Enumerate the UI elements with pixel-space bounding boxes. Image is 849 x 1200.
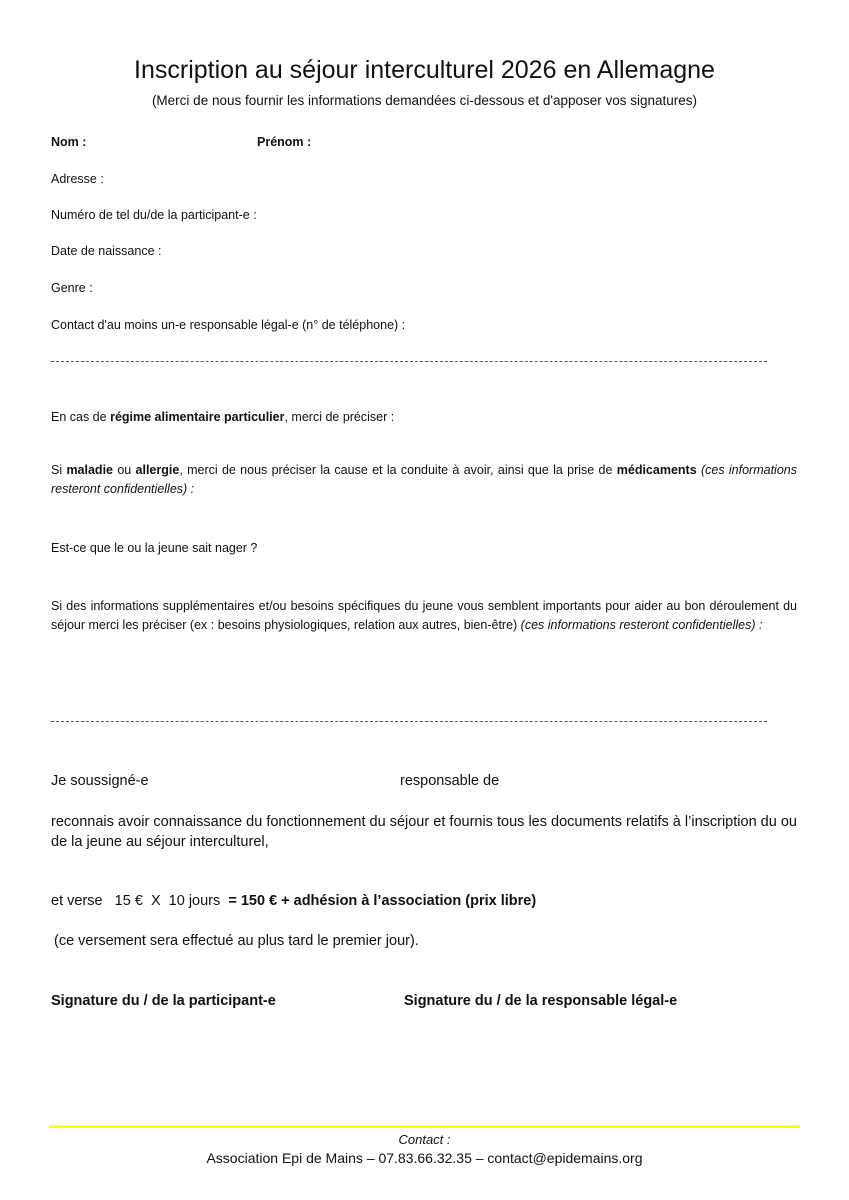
field-contact-legal: Contact d'au moins un-e responsable légal-e (n° de téléphone) : [51,318,406,332]
field-prenom: Prénom : [257,135,312,149]
divider [51,361,767,362]
footer-contact-label: Contact : [398,1132,451,1147]
page-title: Inscription au séjour interculturel 2026 en Allemagne [134,56,715,84]
responsable-label: responsable de [400,773,500,789]
reconnais-text: reconnais avoir connaissance du fonctionnement du séjour et fournis tous les documents relatifs à l’inscription du ou de la jeune au séjour interculturel, [51,814,797,850]
footer-contact-line: Association Epi de Mains – 07.83.66.32.35 – contact@epidemains.org [206,1150,643,1166]
versement-note: (ce versement sera effectué au plus tard le premier jour). [54,933,419,949]
field-nom: Nom : [51,135,87,149]
field-date-naissance: Date de naissance : [51,244,162,258]
signature-responsable: Signature du / de la responsable légal-e [404,993,678,1009]
field-genre: Genre : [51,281,93,295]
soussigne-label: Je soussigné-e [51,773,149,789]
regime-question: En cas de régime alimentaire particulier, merci de préciser : [51,410,395,424]
versement-line: et verse 15 € X 10 jours = 150 € + adhésion à l’association (prix libre) [51,893,537,909]
footer-accent-line [50,1125,800,1128]
field-adresse: Adresse : [51,172,104,186]
field-telephone: Numéro de tel du/de la participant-e : [51,208,257,222]
nager-question: Est-ce que le ou la jeune sait nager ? [51,541,258,555]
maladie-question: Si maladie ou allergie, merci de nous préciser la cause et la conduite à avoir, ainsi que la prise de médicaments (ces informations resteront confidentielles) : [51,463,797,496]
subtitle: (Merci de nous fournir les informations demandées ci-dessous et d'apposer vos signatures) [151,93,698,108]
divider [51,721,767,722]
infos-question: Si des informations supplémentaires et/ou besoins spécifiques du jeune vous semblent importants pour aider au bon déroulement du séjour merci les préciser (ex : besoins physiologiques, relation aux autres, bien-être) (ces informations resteront confidentielles) : [51,599,797,632]
signature-participant: Signature du / de la participant-e [51,993,276,1009]
